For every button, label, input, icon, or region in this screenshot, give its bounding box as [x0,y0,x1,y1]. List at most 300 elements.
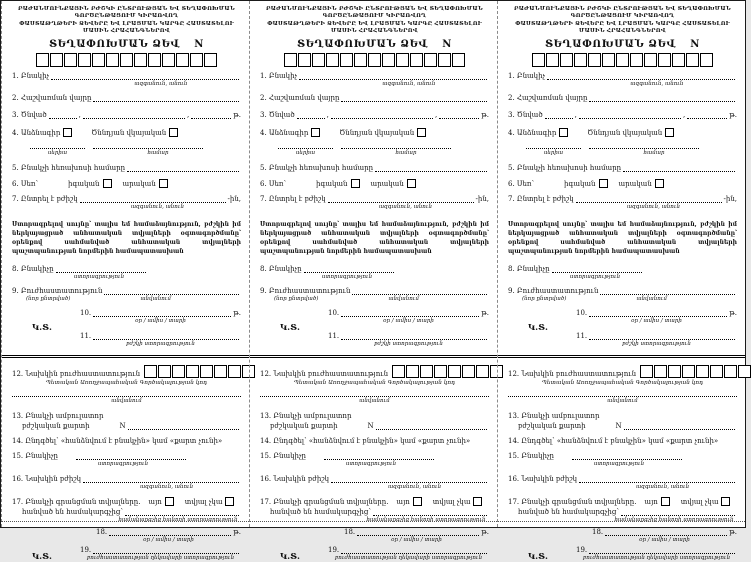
field-outpatient-card [12,412,241,420]
birth-day-line[interactable] [545,111,573,119]
field-date [576,309,737,317]
form-title-text: ՏԵՂԱՓՈԽՄԱՆ ՁԵՎ [296,38,429,50]
form-header-line2: ՓԱՍՏԱԹՂԹԵՐԻ ՁԵՎԵՐԸ ԵՎ ԼՐԱՑՄԱՆ ԿԱՐԳԸ ՀԱՍՏԱՏԵԼՈՒ ՄԱՍԻՆ ՀՐԱՀԱՆԳՆԵՐՈՎ [515,20,730,35]
code-box[interactable] [686,53,699,67]
birth-day-line[interactable] [297,111,325,119]
previous-doctor-label: 16. Նախկին բժիշկ [12,474,81,483]
doc-number-line[interactable] [93,141,203,149]
head-signature-caption: բուժհաստատության ղեկավարի ստորագրություն [334,554,483,561]
form-column [1,1,249,562]
code-box[interactable] [434,365,447,378]
registration-address-line[interactable] [589,94,735,102]
code-box[interactable] [644,53,657,67]
doctor-signature-line[interactable] [589,332,735,340]
birth-year-line[interactable] [687,111,727,119]
field-date-2 [592,528,737,536]
code-box[interactable] [190,53,203,67]
form-header-line1: ԲԱԺԱՆՄՈՒՆՔԱՅԻՆ ԲԺՇԿԻ ԸՆՏՐՈՒԹՅԱՆ ԵՎ ՏԵՂԱՓՈԽՄԱՆ ԳՈՐԾԸՆԹԱՑՈՒՄ ԿԻՐԱՌՎՈՂ [514,6,731,20]
registration-data-label: 17. Բնակչի գրանցման տվյալները. [508,498,637,507]
code-box[interactable] [672,53,685,67]
resident-signature2-label: 15. Բնակիչը [508,452,554,460]
date2-line[interactable] [109,528,231,536]
resident-name-caption: ազգանուն, անուն [382,80,436,87]
date-signature-block [80,309,241,347]
sex-female-label: իգական [564,180,596,189]
code-box[interactable] [64,53,77,67]
date2-label: 18. [344,527,356,536]
code-box[interactable] [616,53,629,67]
seal-and-date-block [260,309,489,347]
card-number-line[interactable] [128,422,239,430]
form-header-line2: ՓԱՍՏԱԹՂԹԵՐԻ ՁԵՎԵՐԸ ԵՎ ԼՐԱՑՄԱՆ ԿԱՐԳԸ ՀԱՍՏԱՏԵԼՈՒ ՄԱՍԻՆ ՀՐԱՀԱՆԳՆԵՐՈՎ [267,20,482,35]
agency-code-caption: Պետական Առողջապահական Գործակալության կոդ [45,380,208,387]
form-title-text: ՏԵՂԱՓՈԽՄԱՆ ՁԵՎ [544,38,677,50]
form-number-code-boxes [260,53,489,67]
previous-institution-code-boxes [640,365,751,378]
previous-doctor-line[interactable] [83,475,239,483]
birth-date-label: 3. Ծնված [12,111,47,120]
doc-number-line[interactable] [341,141,451,149]
year-suffix: թ. [481,308,489,317]
field-head-signature [576,546,737,554]
year-suffix: թ. [481,111,489,120]
sex-male-checkbox[interactable] [159,179,168,188]
passport-checkbox[interactable] [63,128,72,137]
date-label: 10. [576,308,588,317]
date-line[interactable] [93,309,231,317]
birth-certificate-checkbox[interactable] [417,128,426,137]
resident-signature-label: 8. Բնակիչը [260,264,302,273]
date-signature-block [576,309,737,347]
phone-label: 5. Բնակչի հեռախոսի համարը [508,164,622,173]
field-doctor-signature [328,332,489,340]
previous-institution-name-caption: անվանում [111,398,142,405]
chosen-doctor-caption: ազգանուն, անուն [130,204,185,211]
code-box[interactable] [186,365,199,378]
data-yes-label: այո [148,498,162,507]
chosen-doctor-suffix: -ին, [475,195,489,204]
code-box[interactable] [560,53,573,67]
no-data-label: տվյալ չկա [432,498,471,507]
removed-confirmation-line[interactable] [621,508,735,516]
removed-confirmation-line[interactable] [125,508,239,516]
medical-institution-line[interactable] [352,287,487,295]
form-header-line2: ՓԱՍՏԱԹՂԹԵՐԻ ՁԵՎԵՐԸ ԵՎ ԼՐԱՑՄԱՆ ԿԱՐԳԸ ՀԱՍՏԱՏԵԼՈՒ ՄԱՍԻՆ ՀՐԱՀԱՆԳՆԵՐՈՎ [19,20,234,35]
new-chosen-note: (նոր ընտրված) [274,296,319,303]
cut-separator [2,355,249,358]
field-sex [260,179,489,188]
resident-signature-line[interactable] [304,265,394,273]
code-box[interactable] [696,365,709,378]
code-box[interactable] [438,53,451,67]
previous-doctor-line[interactable] [331,475,487,483]
code-box[interactable] [420,365,433,378]
code-box[interactable] [682,365,695,378]
outpatient-card-label-line2: բժշկական քարտի [518,421,586,430]
code-box[interactable] [658,53,671,67]
head-signature-line[interactable] [93,546,239,554]
previous-institution-name-caption: անվանում [359,398,390,405]
birth-certificate-checkbox[interactable] [169,128,178,137]
code-box[interactable] [158,365,171,378]
seal-and-head-signature-block [12,546,241,562]
code-box[interactable] [148,53,161,67]
field-previous-doctor [260,475,489,483]
series-caption: սերիա [295,150,316,157]
code-box[interactable] [354,53,367,67]
phone-label: 5. Բնակչի հեռախոսի համարը [12,164,126,173]
code-box[interactable] [424,53,437,67]
field-registration-address [12,94,241,102]
seal-and-date-block [508,309,737,347]
bottom-cut-line [1,521,745,522]
code-box[interactable] [724,365,737,378]
doctor-signature-line[interactable] [93,332,239,340]
registration-address-line[interactable] [93,94,239,102]
code-box[interactable] [284,53,297,67]
doctor-signature-label: 11. [576,331,588,340]
birth-month-line[interactable] [579,111,681,119]
doc-number-line[interactable] [589,141,699,149]
field-date [328,309,489,317]
doctor-signature-caption: բժշկի ստորագրություն [126,340,195,347]
chosen-doctor-line[interactable] [328,195,474,203]
field-identity-doc [12,128,241,137]
seal-and-head-signature-block [260,546,489,562]
medical-institution-line[interactable] [600,287,735,295]
code-box[interactable] [532,53,545,67]
previous-institution-code-boxes [392,365,503,378]
code-box[interactable] [574,53,587,67]
consent-paragraph: Ստորագրելով սույնը՝ տալիս եմ համաձայնություն, բժշկին իմ ներկայացրած անհատական տվյալների օգտագործմանը՝ օրենքով սահմանված անհատական տվյալների պաշտպանության նորմերին համապատասխան [260,220,489,255]
code-box[interactable] [312,53,325,67]
field-chosen-doctor [260,195,489,203]
resident-signature2-caption: ստորագրություն [593,461,645,468]
code-box[interactable] [462,365,475,378]
number-caption: համար [147,150,169,157]
code-box[interactable] [382,53,395,67]
code-box[interactable] [700,53,713,67]
field-underline-choice [508,437,737,445]
code-box[interactable] [452,53,465,67]
code-box[interactable] [476,365,489,378]
date-signature-block [328,309,489,347]
code-box[interactable] [710,365,723,378]
code-box[interactable] [410,53,423,67]
date-line[interactable] [589,309,727,317]
previous-institution-name-caption: անվանում [607,398,638,405]
previous-doctor-caption: ազգանուն, անուն [635,483,690,490]
resident-signature2-line[interactable] [324,452,434,460]
registration-address-label: 2. Հաշվառման վայրը [12,94,92,103]
seal-placeholder-2: Կ.Տ. [528,551,548,562]
resident-signature2-label: 15. Բնակիչը [260,452,306,460]
field-phone [508,164,737,172]
birth-day-line[interactable] [49,111,77,119]
previous-institution-label: 12. Նախկին բուժհաստատություն [508,370,637,379]
previous-doctor-line[interactable] [579,475,735,483]
field-outpatient-card-number [260,422,489,430]
date2-label: 18. [96,527,108,536]
seal-placeholder: Կ.Տ. [280,322,300,333]
date-caption: օր / ամիս / տարի [135,318,186,325]
year-suffix: թ. [233,308,241,317]
sex-male-checkbox[interactable] [407,179,416,188]
data-yes-checkbox[interactable] [165,497,174,506]
number-caption: համար [643,150,665,157]
field-resident [12,72,241,80]
agency-code-caption: Պետական Առողջապահական Գործակալության կոդ [293,380,456,387]
seal-and-date-block [12,309,241,347]
resident-name-caption: ազգանուն, անուն [134,80,188,87]
form-column [497,1,745,562]
number-caption: համար [395,150,417,157]
code-box[interactable] [630,53,643,67]
birth-month-line[interactable] [83,111,185,119]
year-suffix: թ. [233,111,241,120]
passport-checkbox[interactable] [559,128,568,137]
code-box[interactable] [214,365,227,378]
doc-series-line[interactable] [278,141,333,149]
field-registration-data [260,497,489,506]
code-box[interactable] [144,365,157,378]
seal-and-head-signature-block [508,546,737,562]
resident-signature-label: 8. Բնակիչը [508,264,550,273]
institution-name-caption: անվանում [388,296,420,303]
form-title-text: ՏԵՂԱՓՈԽՄԱՆ ՁԵՎ [48,38,181,50]
birth-year-line[interactable] [439,111,479,119]
year-suffix: թ. [233,527,241,536]
outpatient-card-label-line2: բժշկական քարտի [270,421,338,430]
doctor-signature-caption: բժշկի ստորագրություն [374,340,443,347]
birth-month-line[interactable] [331,111,433,119]
code-box[interactable] [204,53,217,67]
birth-certificate-label: Ծննդյան վկայական [587,129,663,138]
code-box[interactable] [228,365,241,378]
head-signature-label: 19. [80,545,92,554]
birth-date-label: 3. Ծնված [260,111,295,120]
code-box[interactable] [134,53,147,67]
comma: , [187,111,190,120]
head-signature-line[interactable] [589,546,735,554]
resident-name-line[interactable] [51,72,239,80]
code-box[interactable] [448,365,461,378]
field-identity-doc [260,128,489,137]
new-chosen-note: (նոր ընտրված) [522,296,567,303]
field-resident-signature [508,265,737,273]
code-box[interactable] [340,53,353,67]
code-box[interactable] [368,53,381,67]
registration-address-line[interactable] [341,94,487,102]
code-box[interactable] [392,365,405,378]
phone-line[interactable] [623,164,735,172]
code-box[interactable] [640,365,653,378]
birth-certificate-label: Ծննդյան վկայական [339,129,415,138]
birth-certificate-checkbox[interactable] [665,128,674,137]
field-underline-choice [260,437,489,445]
card-number-prefix: N [615,421,622,430]
phone-line[interactable] [127,164,239,172]
field-outpatient-card [260,412,489,420]
field-doc-series-number [278,141,489,149]
card-number-line[interactable] [376,422,487,430]
sex-female-label: իգական [68,180,100,189]
field-registration-address [508,94,737,102]
field-resident-label: 1. Բնակիչ [508,71,546,80]
field-resident-label: 1. Բնակիչ [12,71,50,80]
resident-signature-caption: ստորագրություն [321,273,373,280]
field-doc-series-number [30,141,241,149]
institution-name-caption: անվանում [636,296,668,303]
code-box[interactable] [602,53,615,67]
code-box[interactable] [654,365,667,378]
sex-male-checkbox[interactable] [655,179,664,188]
chosen-doctor-caption: ազգանուն, անուն [626,204,681,211]
previous-institution-label: 12. Նախկին բուժհաստատություն [260,370,389,379]
previous-doctor-label: 16. Նախկին բժիշկ [260,474,329,483]
removed-confirmation-caption: համակարգչից հանողի ստորագրություն [614,517,734,524]
phone-line[interactable] [375,164,487,172]
code-box[interactable] [172,365,185,378]
comma: , [683,111,686,120]
registration-address-label: 2. Հաշվառման վայրը [508,94,588,103]
previous-institution-label: 12. Նախկին բուժհաստատություն [12,370,141,379]
code-box[interactable] [396,53,409,67]
year-suffix: թ. [729,308,737,317]
previous-institution-name-line[interactable] [260,388,489,397]
code-box[interactable] [546,53,559,67]
field-doctor-signature [80,332,241,340]
date2-block [344,528,489,544]
field-outpatient-card [508,412,737,420]
form-header-line1: ԲԱԺԱՆՄՈՒՆՔԱՅԻՆ ԲԺՇԿԻ ԸՆՏՐՈՒԹՅԱՆ ԵՎ ՏԵՂԱՓՈԽՄԱՆ ԳՈՐԾԸՆԹԱՑՈՒՄ ԿԻՐԱՌՎՈՂ [18,6,235,20]
field-underline-choice [12,437,241,445]
no-data-label: տվյալ չկա [184,498,223,507]
field-previous-institution [12,365,241,378]
passport-checkbox[interactable] [311,128,320,137]
date-label: 10. [80,308,92,317]
resident-signature-line[interactable] [552,265,642,273]
code-box[interactable] [106,53,119,67]
previous-institution-name-line[interactable] [508,388,737,397]
code-box[interactable] [200,365,213,378]
no-data-checkbox[interactable] [721,497,730,506]
removed-from-computer-label: հանված են համակարգչից՝ [270,508,371,517]
code-box[interactable] [738,365,751,378]
field-previous-institution [260,365,489,378]
field-head-signature [328,546,489,554]
code-box[interactable] [326,53,339,67]
series-caption: սերիա [47,150,68,157]
field-resident-signature [12,265,241,273]
removed-confirmation-line[interactable] [373,508,487,516]
field-date [80,309,241,317]
data-yes-checkbox[interactable] [413,497,422,506]
head-signature-line[interactable] [341,546,487,554]
code-box[interactable] [406,365,419,378]
field-phone [12,164,241,172]
chosen-doctor-line[interactable] [80,195,226,203]
resident-name-line[interactable] [299,72,487,80]
resident-name-line[interactable] [547,72,735,80]
date-line[interactable] [341,309,479,317]
date2-line[interactable] [357,528,479,536]
code-box[interactable] [50,53,63,67]
chosen-doctor-line[interactable] [576,195,722,203]
date2-block [592,528,737,544]
form-number-label: N [442,38,453,50]
no-data-checkbox[interactable] [225,497,234,506]
medical-institution-line[interactable] [104,287,239,295]
code-box[interactable] [162,53,175,67]
medical-institution-label: 9. Բուժհաստատություն [508,287,599,296]
series-caption: սերիա [543,150,564,157]
head-signature-label: 19. [576,545,588,554]
code-box[interactable] [120,53,133,67]
form-number-label: N [194,38,205,50]
sex-female-checkbox[interactable] [103,179,112,188]
code-box[interactable] [588,53,601,67]
field-birth-date [508,111,737,119]
field-resident-signature-2 [12,452,241,460]
doc-series-line[interactable] [526,141,581,149]
doctor-signature-line[interactable] [341,332,487,340]
doctor-signature-label: 11. [328,331,340,340]
sex-female-checkbox[interactable] [599,179,608,188]
code-box[interactable] [298,53,311,67]
outpatient-card-label-line2: բժշկական քարտի [22,421,90,430]
data-yes-checkbox[interactable] [661,497,670,506]
field-chosen-doctor [12,195,241,203]
year-suffix: թ. [729,527,737,536]
removed-from-computer-label: հանված են համակարգչից՝ [22,508,123,517]
medical-institution-label: 9. Բուժհաստատություն [12,287,103,296]
sex-male-label: արական [122,180,156,189]
date2-block [96,528,241,544]
code-box[interactable] [36,53,49,67]
card-number-line[interactable] [624,422,735,430]
code-box[interactable] [78,53,91,67]
previous-institution-name-line[interactable] [12,388,241,397]
chosen-doctor-label: 7. Ընտրել է բժիշկ [508,195,574,204]
removed-from-computer-label: հանված են համակարգչից՝ [518,508,619,517]
code-box[interactable] [176,53,189,67]
field-resident [260,72,489,80]
doc-series-number-captions [260,150,489,157]
date2-caption: օր / ամիս / տարի [639,536,690,543]
form-header-line1: ԲԱԺԱՆՄՈՒՆՔԱՅԻՆ ԲԺՇԿԻ ԸՆՏՐՈՒԹՅԱՆ ԵՎ ՏԵՂԱՓՈԽՄԱՆ ԳՈՐԾԸՆԹԱՑՈՒՄ ԿԻՐԱՌՎՈՂ [266,6,483,20]
outpatient-card-label-line1: 13. Բնակչի ամբուլատոր [260,411,352,420]
field-medical-institution [12,287,241,295]
doc-series-line[interactable] [30,141,85,149]
date2-line[interactable] [605,528,727,536]
year-suffix: թ. [729,111,737,120]
chosen-doctor-caption: ազգանուն, անուն [378,204,433,211]
field-date-2 [96,528,241,536]
resident-signature2-line[interactable] [76,452,186,460]
code-box[interactable] [92,53,105,67]
comma: , [326,111,329,120]
sex-female-checkbox[interactable] [351,179,360,188]
medical-institution-captions [260,296,489,303]
birth-year-line[interactable] [191,111,231,119]
resident-signature2-line[interactable] [572,452,682,460]
medical-institution-label: 9. Բուժհաստատություն [260,287,351,296]
resident-signature-line[interactable] [56,265,146,273]
no-data-checkbox[interactable] [473,497,482,506]
doc-series-number-captions [12,150,241,157]
code-box[interactable] [668,365,681,378]
